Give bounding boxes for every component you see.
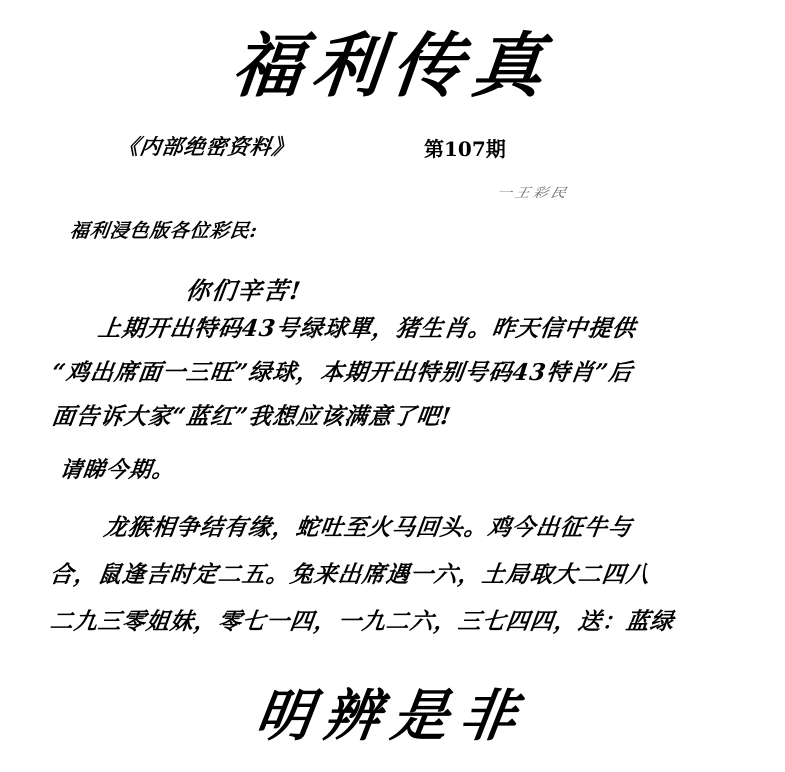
forecast-line-2: 合，鼠逢吉时定二五。兔来出席遇一六，土局取大二四八 bbox=[48, 561, 652, 588]
issue-number: 第107期 bbox=[424, 137, 506, 161]
document-subtitle: 《内部绝密资料》 bbox=[116, 134, 296, 159]
greeting-text: 你们辛苦! bbox=[183, 276, 305, 305]
footer-slogan: 明辨是非 bbox=[251, 683, 533, 749]
subtitle-row bbox=[0, 131, 785, 161]
page-title: 福利传真 bbox=[228, 24, 557, 107]
body-paragraph-line-2: “鸡出席面一三旺”绿球，本期开出特别号码43特肖”后 bbox=[50, 359, 635, 386]
body-paragraph-line-1: 上期开出特码43号绿球單，猪生肖。昨天信中提供 bbox=[96, 315, 638, 342]
body-paragraph-line-4: 请睇今期。 bbox=[58, 457, 177, 483]
forecast-line-3: 二九三零姐妹，零七一四，一九二六，三七四四，送：蓝绿 bbox=[48, 608, 676, 635]
salutation-text: 福利浸色版各位彩民: bbox=[68, 220, 260, 242]
handwritten-signature: 一王彩民 bbox=[494, 185, 571, 201]
body-paragraph-line-3: 面告诉大家“蓝红”我想应该满意了吧! bbox=[50, 403, 454, 430]
forecast-line-1: 龙猴相争结有缘，蛇吐至火马回头。鸡今出征牛与 bbox=[102, 514, 634, 541]
